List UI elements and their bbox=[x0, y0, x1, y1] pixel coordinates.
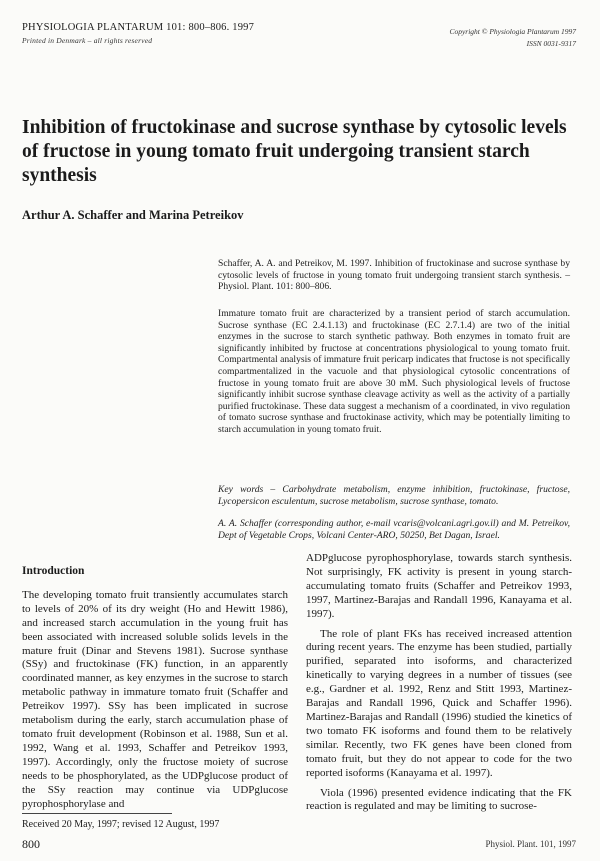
journal-header bbox=[22, 22, 254, 45]
paragraph: The developing tomato fruit transiently accumulates starch to levels of 20% of its dry weight (Ho and Hewitt 1986), and increased starch accumulation in the young fruit has been associated with increased soluble solids levels in the mature fruit (Dinar and Stevens 1981). Sucrose synthase (SSy) and fructokinase (FK) function, in an apparently coordinated manner, as key enzymes in the sucrose to starch metabolic pathway in immature tomato fruit (Schaffer and Petreikov 1997). SSy has been implicated in sucrose metabolism during the early, starch accumulation phase of tomato fruit development (Robinson et al. 1988, Sun et al. 1992, Wang et al. 1993, Schaffer and Petreikov 1993, 1997). Accordingly, only the fructose moiety of sucrose needs to be phosphorylated, as the UDPglucose product of the SSy reaction may continue via UDPglucose pyrophosphorylase and bbox=[22, 588, 288, 810]
author-address: A. A. Schaffer (corresponding author, e-mail vcaris@volcani.agri.gov.il) and M. Petreikov, Dept of Vegetable Crops, Volcani Center-ARO, 50250, Bet Dagan, Israel. bbox=[218, 518, 570, 541]
citation: Schaffer, A. A. and Petreikov, M. 1997. Inhibition of fructokinase and sucrose synthase by cytosolic levels of fructose in young tomato fruit undergoing transient starch synthesis. – Physiol. Plant. 101: 800–806. bbox=[218, 258, 570, 293]
journal-citation: PHYSIOLOGIA PLANTARUM 101: 800–806. 1997 bbox=[22, 22, 255, 33]
keywords: Key words – Carbohydrate metabolism, enzyme inhibition, fructokinase, fructose, Lycopersicon esculentum, sucrose metabolism, sucrose synthase, tomato. bbox=[218, 484, 570, 507]
left-column bbox=[22, 565, 288, 811]
paragraph: ADPglucose pyrophosphorylase, towards starch synthesis. Not surprisingly, FK activity is present in young starch-accumulating tomato fruits (Schaffer and Petreikov 1993, 1997, Martinez-Barajas and Randall 1996, Kanayama et al. 1997). bbox=[306, 552, 572, 620]
copyright-block bbox=[449, 26, 576, 50]
footnote-divider bbox=[22, 813, 172, 814]
right-column bbox=[306, 552, 572, 814]
page-number: 800 bbox=[22, 837, 40, 851]
abstract: Immature tomato fruit are characterized by a transient period of starch accumulation. Sucrose synthase (EC 2.4.1.13) and fructokinase (EC 2.7.1.4) are two of the initial enzymes in the sucrose to starch synthetic pathway. Both enzymes in tomato fruit are significantly inhibited by fructose at concentrations physiological to young tomato fruit. Compartmental analysis of immature fruit pericarp indicates that fructose is not specifically compartmentalized in the vacuole and that physiological cytosolic concentrations of fructose in young tomato fruit are above 30 mM. Such physiological levels of fructose significantly inhibit sucrose synthase cleavage activity as well as the activity of a partially purified fructokinase. These data suggest a mechanism of a coordinated, in vivo regulation of tomato sucrose synthase and fructokinase activity, which may be potentially limiting to starch accumulation in young tomato fruit. bbox=[218, 308, 570, 435]
issn: ISSN 0031-9317 bbox=[526, 39, 576, 48]
journal-footer: Physiol. Plant. 101, 1997 bbox=[485, 839, 576, 849]
paragraph: Viola (1996) presented evidence indicating that the FK reaction is regulated and may be limiting to sucrose- bbox=[306, 786, 572, 813]
section-heading-introduction: Introduction bbox=[22, 565, 85, 577]
authors: Arthur A. Schaffer and Marina Petreikov bbox=[22, 208, 244, 222]
copyright-note: Copyright © Physiologia Plantarum 1997 bbox=[449, 27, 576, 36]
printed-note: Printed in Denmark – all rights reserved bbox=[22, 36, 153, 45]
paragraph: The role of plant FKs has received increased attention during recent years. The enzyme has been studied, partially purified, separated into isoforms, and characterized kinetically to varying degrees in a number of tissues (see e.g., Gardner et al. 1992, Renz and Stitt 1993, Martinez-Barajas and Randall 1996, Quick and Schaffer 1996). Martinez-Barajas and Randall (1996) studied the kinetics of two tomato FK isoforms and found them to be relatively similar. Recently, two FK genes have been cloned from tomato fruit, but they do not appear to code for the two reported isoforms (Kanayama et al. 1997). bbox=[306, 627, 572, 779]
received-dates: Received 20 May, 1997; revised 12 August, 1997 bbox=[22, 819, 220, 830]
article-title: Inhibition of fructokinase and sucrose synthase by cytosolic levels of fructose in young tomato fruit undergoing transient starch synthesis bbox=[22, 117, 567, 186]
